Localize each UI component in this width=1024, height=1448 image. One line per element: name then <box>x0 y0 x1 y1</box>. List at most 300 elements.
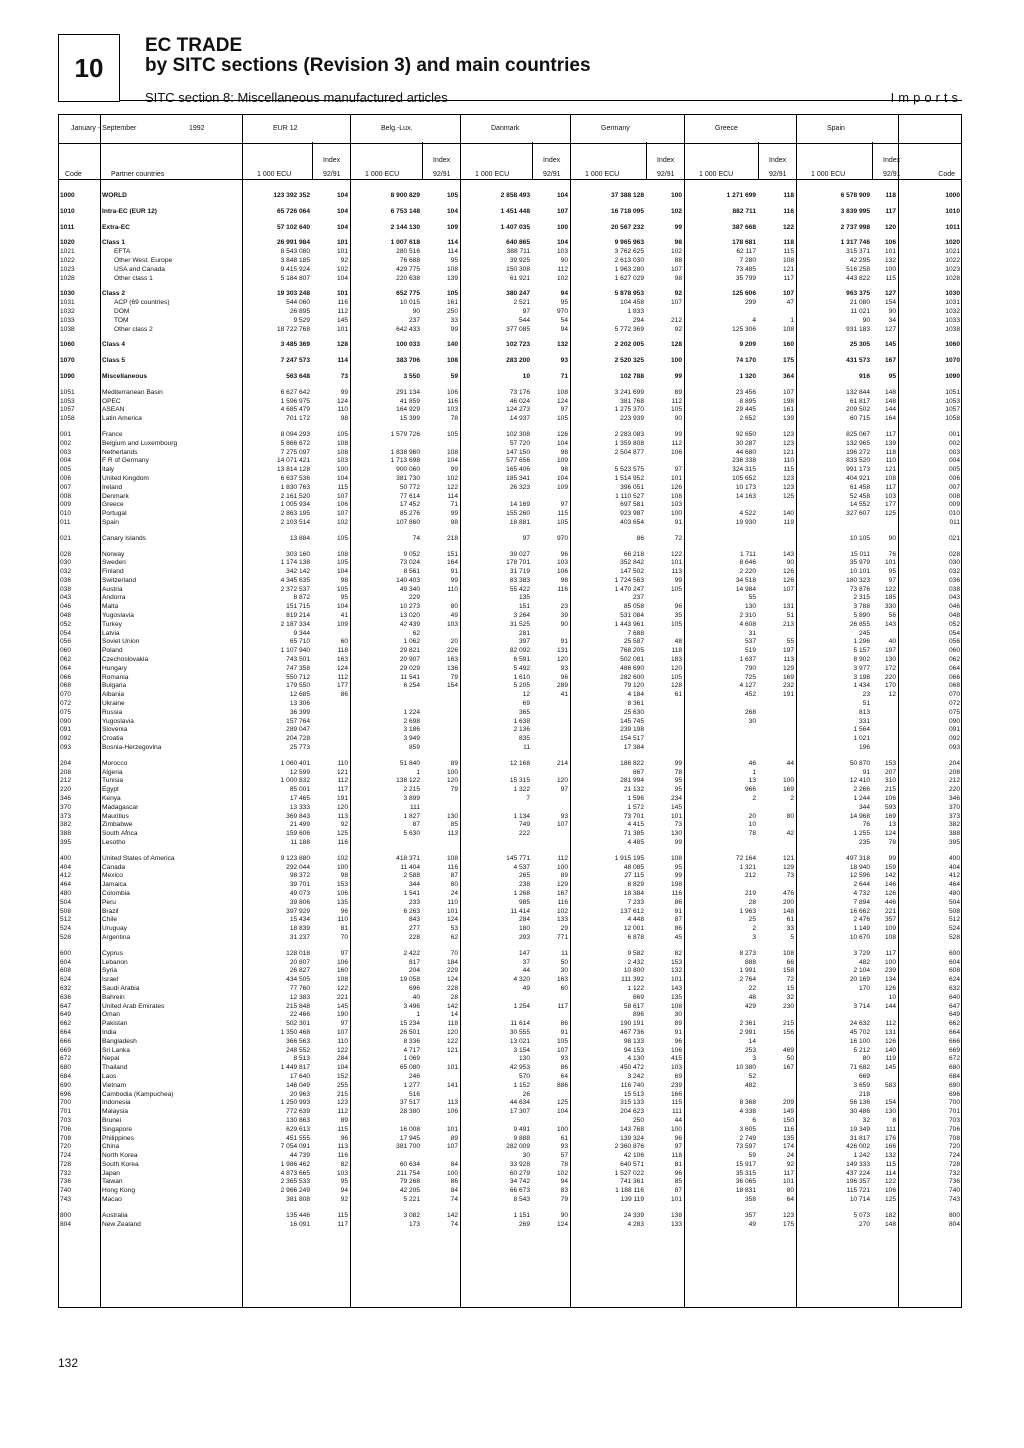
index-cell: 5 <box>790 933 794 941</box>
value-cell: 381 808 <box>286 1196 310 1204</box>
index-cell: 90 <box>560 1211 568 1219</box>
table-row <box>58 1170 962 1179</box>
table-row <box>58 568 962 577</box>
index-cell: 144 <box>884 1002 896 1010</box>
value-cell: 34 742 <box>509 1178 530 1186</box>
code-cell: 736 <box>948 1178 960 1186</box>
index-cell: 105 <box>556 415 568 423</box>
index-cell: 140 <box>446 341 458 349</box>
partner-cell: Denmark <box>102 492 129 500</box>
value-cell: 140 403 <box>396 576 420 584</box>
value-cell: 342 142 <box>286 568 310 576</box>
code-cell: 528 <box>60 933 72 941</box>
value-cell: 35 315 <box>735 1169 756 1177</box>
index-cell <box>872 700 898 709</box>
value-cell: 291 134 <box>396 388 420 396</box>
code-cell: 220 <box>948 786 960 794</box>
partner-cell: Australia <box>102 1211 128 1219</box>
index-cell: 126 <box>884 889 896 897</box>
group-spacer <box>58 217 962 224</box>
index-cell: 198 <box>670 881 682 889</box>
table-row <box>58 682 962 691</box>
index-cell: 110 <box>447 898 458 906</box>
index-cell: 126 <box>782 568 794 576</box>
index-cell: 107 <box>556 1046 568 1054</box>
code-cell: 021 <box>948 534 960 542</box>
index-cell: 104 <box>336 568 348 576</box>
table-row <box>58 1091 962 1100</box>
partner-cell: Algeria <box>102 768 123 776</box>
index-cell <box>532 1091 570 1100</box>
partner-cell: Netherlands <box>102 448 138 456</box>
index-cell: 93 <box>560 1055 568 1063</box>
value-cell: 130 863 <box>286 1116 310 1124</box>
value-cell: 2 588 <box>403 872 420 880</box>
value-cell: 369 843 <box>286 812 310 820</box>
index-cell: 110 <box>783 457 794 465</box>
index-header: Index <box>433 157 451 164</box>
index-cell: 90 <box>560 620 568 628</box>
index-period-header: 92/91 <box>883 171 901 178</box>
code-cell: 021 <box>60 534 72 542</box>
value-cell: 6 263 <box>403 907 420 915</box>
partner-cell: Mauritius <box>102 812 129 820</box>
code-cell: 008 <box>948 492 960 500</box>
value-cell: 4 130 <box>627 1055 644 1063</box>
index-cell: 93 <box>560 357 568 365</box>
value-cell: 833 520 <box>846 457 870 465</box>
table-row <box>58 1178 962 1187</box>
code-cell: 060 <box>948 647 960 655</box>
table-row <box>58 510 962 519</box>
index-cell <box>646 735 684 744</box>
index-cell: 94 <box>560 325 568 333</box>
value-cell: 74 170 <box>735 357 756 365</box>
value-cell: 1 579 726 <box>390 430 420 438</box>
index-cell <box>422 839 460 848</box>
index-cell: 82 <box>340 1160 348 1168</box>
value-cell: 443 822 <box>846 274 870 282</box>
value-cell: 26 501 <box>399 1028 420 1036</box>
value-cell: 59 <box>748 1152 756 1160</box>
code-cell: 212 <box>60 777 72 785</box>
page-title <box>145 36 591 76</box>
index-cell: 139 <box>884 439 896 447</box>
index-cell: 110 <box>337 406 348 414</box>
partner-cell: Jamaica <box>102 881 127 889</box>
value-cell: 19 930 <box>735 518 756 526</box>
value-cell: 31 817 <box>849 1134 870 1142</box>
index-cell: 310 <box>884 777 896 785</box>
code-cell: 700 <box>60 1099 72 1107</box>
index-cell: 105 <box>446 290 458 298</box>
index-cell: 116 <box>557 898 568 906</box>
index-cell: 96 <box>674 603 682 611</box>
value-cell: 12 <box>522 691 530 699</box>
index-cell: 102 <box>670 207 682 215</box>
value-cell: 229 <box>408 594 420 602</box>
index-cell: 90 <box>560 256 568 264</box>
value-cell: 11 614 <box>510 1020 530 1028</box>
index-cell <box>872 744 898 753</box>
index-cell: 116 <box>337 1152 348 1160</box>
value-cell: 5 890 <box>853 612 870 620</box>
index-cell: 129 <box>556 881 568 889</box>
code-cell: 048 <box>948 612 960 620</box>
partner-cell: Brunei <box>102 1116 122 1124</box>
value-cell: 966 <box>744 786 756 794</box>
table-row <box>58 1135 962 1144</box>
index-cell: 91 <box>674 518 682 526</box>
index-cell <box>872 630 898 639</box>
index-cell: 185 <box>884 594 896 602</box>
value-cell: 57 720 <box>509 439 530 447</box>
index-cell: 121 <box>782 448 794 456</box>
index-cell: 102 <box>556 907 568 915</box>
value-cell: 825 067 <box>846 430 870 438</box>
code-cell: 703 <box>60 1116 72 1124</box>
index-cell: 213 <box>782 620 794 628</box>
value-cell: 111 392 <box>621 976 644 984</box>
index-cell: 169 <box>782 673 794 681</box>
value-cell: 36 065 <box>735 1178 756 1186</box>
table-row <box>58 1055 962 1064</box>
index-cell: 214 <box>556 759 568 767</box>
index-cell <box>422 735 460 744</box>
table-row <box>58 1099 962 1108</box>
value-cell: 48 085 <box>623 863 644 871</box>
index-cell: 131 <box>884 1028 896 1036</box>
index-cell: 81 <box>674 1160 682 1168</box>
index-cell <box>422 440 460 449</box>
index-cell: 92 <box>674 325 682 333</box>
value-cell: 1 005 934 <box>280 501 310 509</box>
value-cell: 9 491 <box>513 1125 530 1133</box>
index-cell: 97 <box>674 466 682 474</box>
table-row <box>58 475 962 484</box>
value-header: 1 000 ECU <box>699 171 734 178</box>
value-cell: 1 838 960 <box>390 448 420 456</box>
index-cell: 284 <box>336 1055 348 1063</box>
index-cell: 161 <box>446 299 458 307</box>
index-cell: 91 <box>560 638 568 646</box>
reporter-belg-lux: Belg.-Lux. <box>381 125 413 132</box>
index-cell: 117 <box>885 949 896 957</box>
index-cell <box>646 457 684 466</box>
partner-cell: Class 4 <box>102 341 126 349</box>
index-cell <box>758 1038 796 1047</box>
index-cell: 122 <box>884 1178 896 1186</box>
index-cell: 159 <box>884 863 896 871</box>
value-cell: 35 799 <box>735 274 756 282</box>
table-row <box>58 760 962 769</box>
index-cell: 105 <box>670 585 682 593</box>
value-cell: 13 333 <box>289 803 310 811</box>
index-cell <box>872 1091 898 1100</box>
index-cell: 116 <box>671 889 682 897</box>
value-cell: 31 <box>748 629 756 637</box>
index-cell: 84 <box>450 1187 458 1195</box>
index-cell: 108 <box>670 492 682 500</box>
value-cell: 42 205 <box>399 1187 420 1195</box>
spacer-cell <box>58 528 962 535</box>
value-cell: 2 104 <box>853 967 870 975</box>
value-cell: 519 <box>744 647 756 655</box>
code-cell: 028 <box>948 550 960 558</box>
group-spacer <box>58 848 962 855</box>
index-cell: 113 <box>671 568 682 576</box>
value-cell: 1 713 698 <box>390 457 420 465</box>
value-cell: 17 452 <box>399 501 420 509</box>
table-row <box>58 950 962 959</box>
code-cell: 072 <box>948 700 960 708</box>
index-cell: 123 <box>336 1099 348 1107</box>
value-cell: 26 323 <box>509 483 530 491</box>
value-cell: 204 623 <box>620 1108 644 1116</box>
partner-cell: Albania <box>102 691 124 699</box>
value-cell: 2 365 533 <box>280 1178 310 1186</box>
index-cell <box>758 1011 796 1020</box>
value-cell <box>684 735 758 744</box>
index-cell: 209 <box>782 1099 794 1107</box>
spacer-cell <box>58 943 962 950</box>
code-cell: 664 <box>948 1028 960 1036</box>
index-cell: 76 <box>888 550 896 558</box>
code-cell: 005 <box>948 466 960 474</box>
index-cell: 42 <box>786 830 794 838</box>
index-cell: 145 <box>670 803 682 811</box>
index-cell: 112 <box>337 1108 348 1116</box>
table-row <box>58 804 962 813</box>
spacer-cell <box>58 201 962 208</box>
value-cell: 46 <box>748 759 756 767</box>
table-row <box>58 415 962 424</box>
code-cell: 528 <box>948 933 960 941</box>
index-cell: 110 <box>337 1037 348 1045</box>
value-cell: 50 772 <box>399 483 420 491</box>
value-cell: 1 060 401 <box>280 759 310 767</box>
partner-cell: Malaysia <box>102 1108 129 1116</box>
value-cell: 37 388 128 <box>610 192 644 199</box>
index-cell: 182 <box>884 1211 896 1219</box>
value-cell: 8 361 <box>627 700 644 708</box>
value-cell: 48 <box>748 993 756 1001</box>
partner-cell: Israel <box>102 976 119 984</box>
index-cell: 127 <box>884 290 896 298</box>
code-cell: 666 <box>948 1037 960 1045</box>
index-cell: 1 <box>790 316 794 324</box>
code-cell: 004 <box>60 457 72 465</box>
index-cell: 114 <box>447 239 458 247</box>
table-row <box>58 239 962 248</box>
value-cell: 429 <box>744 1002 756 1010</box>
index-cell: 108 <box>884 474 896 482</box>
index-cell: 106 <box>670 1046 682 1054</box>
table-row <box>58 484 962 493</box>
table-row <box>58 881 962 890</box>
subtitle: SITC section 8: Miscellaneous manufactured articles <box>145 90 448 105</box>
code-cell: 608 <box>948 967 960 975</box>
value-cell: 544 <box>518 316 530 324</box>
group-spacer <box>58 201 962 208</box>
value-cell: 26 <box>522 1090 530 1098</box>
code-cell: 092 <box>60 735 72 743</box>
index-cell: 122 <box>446 1037 458 1045</box>
code-cell: 007 <box>60 483 72 491</box>
value-cell: 3 605 <box>739 1125 756 1133</box>
value-cell: 36 399 <box>289 708 310 716</box>
index-cell: 143 <box>782 550 794 558</box>
index-cell: 112 <box>885 1020 896 1028</box>
table-row <box>58 959 962 968</box>
value-cell: 78 <box>748 830 756 838</box>
index-cell: 126 <box>556 430 568 438</box>
value-cell: 236 338 <box>732 457 756 465</box>
index-cell: 126 <box>884 984 896 992</box>
code-cell: 1032 <box>60 307 75 315</box>
index-cell: 163 <box>446 656 458 664</box>
value-cell: 204 <box>408 967 420 975</box>
index-cell: 115 <box>337 483 348 491</box>
value-cell: 49 <box>748 1220 756 1228</box>
table-row <box>58 916 962 925</box>
spacer-cell <box>58 350 962 357</box>
value-cell: 3 241 699 <box>614 388 644 396</box>
value-cell: 2 220 <box>739 568 756 576</box>
value-cell: 73 701 <box>623 812 644 820</box>
value-cell: 790 <box>744 664 756 672</box>
partner-cell: Miscellaneous <box>102 372 148 380</box>
value-cell: 269 <box>518 1220 530 1228</box>
value-cell: 220 638 <box>396 274 420 282</box>
value-cell: 8 368 <box>739 1099 756 1107</box>
index-cell: 91 <box>674 907 682 915</box>
code-cell: 708 <box>948 1134 960 1142</box>
partner-cell: Yugoslavia <box>102 717 134 725</box>
index-header: Index <box>543 157 561 164</box>
table-row <box>58 691 962 700</box>
table-row <box>58 630 962 639</box>
index-cell <box>312 718 350 727</box>
index-cell: 91 <box>450 568 458 576</box>
index-cell: 106 <box>884 1187 896 1195</box>
index-cell: 148 <box>782 907 794 915</box>
value-cell: 1 250 993 <box>280 1099 310 1107</box>
index-cell <box>758 726 796 735</box>
value-cell: 10 173 <box>735 483 756 491</box>
value-cell: 388 711 <box>506 248 530 256</box>
value-cell: 12 410 <box>849 777 870 785</box>
value-cell: 135 446 <box>286 1211 310 1219</box>
index-cell: 106 <box>884 239 896 247</box>
index-cell: 122 <box>884 585 896 593</box>
index-cell: 117 <box>885 207 896 215</box>
partner-header: Partner countries <box>111 171 165 178</box>
value-cell: 29 821 <box>399 647 420 655</box>
value-cell: 79 120 <box>623 682 644 690</box>
value-cell: 37 <box>522 958 530 966</box>
value-cell: 211 754 <box>396 1169 420 1177</box>
value-cell: 82 092 <box>509 647 530 655</box>
code-cell: 1010 <box>945 207 960 215</box>
value-cell: 859 <box>408 744 420 752</box>
value-cell: 11 <box>523 744 530 752</box>
table-row <box>58 594 962 603</box>
value-cell: 2 652 <box>739 415 756 423</box>
subcolumn-rule <box>312 142 313 180</box>
group-spacer <box>58 544 962 551</box>
value-cell: 397 929 <box>286 907 310 915</box>
value-cell <box>350 691 422 700</box>
value-cell: 10 105 <box>849 534 870 542</box>
value-cell: 8 561 <box>403 568 420 576</box>
index-cell <box>532 493 570 502</box>
value-cell: 813 <box>858 708 870 716</box>
subcolumn-rule <box>758 142 759 180</box>
value-cell: 5 184 807 <box>280 274 310 282</box>
index-cell: 122 <box>336 1046 348 1054</box>
value-cell: 701 172 <box>286 415 310 423</box>
partner-cell: Class 5 <box>102 357 126 365</box>
index-cell: 98 <box>560 576 568 584</box>
value-cell: 1 627 029 <box>614 274 644 282</box>
index-cell: 160 <box>782 341 794 349</box>
value-cell: 327 607 <box>846 510 870 518</box>
index-cell: 104 <box>556 474 568 482</box>
index-period-header: 92/91 <box>323 171 341 178</box>
value-cell: 640 865 <box>506 239 530 247</box>
value-cell: 8 900 829 <box>390 192 420 199</box>
code-cell: 064 <box>60 664 72 672</box>
index-cell <box>646 726 684 735</box>
table-row <box>58 208 962 217</box>
partner-cell: United Kingdom <box>102 474 149 482</box>
index-cell: 98 <box>674 274 682 282</box>
value-cell: 1 224 <box>403 708 420 716</box>
value-cell: 14 071 421 <box>276 457 310 465</box>
index-cell: 107 <box>556 207 568 215</box>
code-cell: 395 <box>60 839 72 846</box>
index-cell: 95 <box>560 299 568 307</box>
index-cell: 124 <box>336 397 348 405</box>
index-cell <box>422 744 460 753</box>
value-cell: 196 272 <box>846 448 870 456</box>
code-cell: 690 <box>948 1081 960 1089</box>
index-cell: 215 <box>782 1020 794 1028</box>
value-cell: 4 873 665 <box>280 1169 310 1177</box>
value-cell: 5 630 <box>403 830 420 838</box>
partner-cell: Czechoslovakia <box>102 656 149 664</box>
code-cell: 070 <box>948 691 960 699</box>
index-cell: 92 <box>340 1196 348 1204</box>
year-label: 1992 <box>189 125 205 132</box>
table-row <box>58 224 962 233</box>
index-cell: 74 <box>450 1220 458 1228</box>
value-header: 1 000 ECU <box>365 171 400 178</box>
value-cell: 270 <box>858 1220 870 1228</box>
index-cell: 102 <box>446 474 458 482</box>
value-cell: 2 749 <box>739 1134 756 1142</box>
index-cell: 50 <box>560 958 568 966</box>
table-row <box>58 1221 962 1230</box>
index-cell: 80 <box>450 603 458 611</box>
code-cell: 010 <box>948 510 960 518</box>
value-cell: 5 878 953 <box>614 290 644 298</box>
index-cell: 96 <box>560 550 568 558</box>
index-cell: 107 <box>782 388 794 396</box>
code-cell: 720 <box>948 1143 960 1151</box>
table-row <box>58 431 962 440</box>
